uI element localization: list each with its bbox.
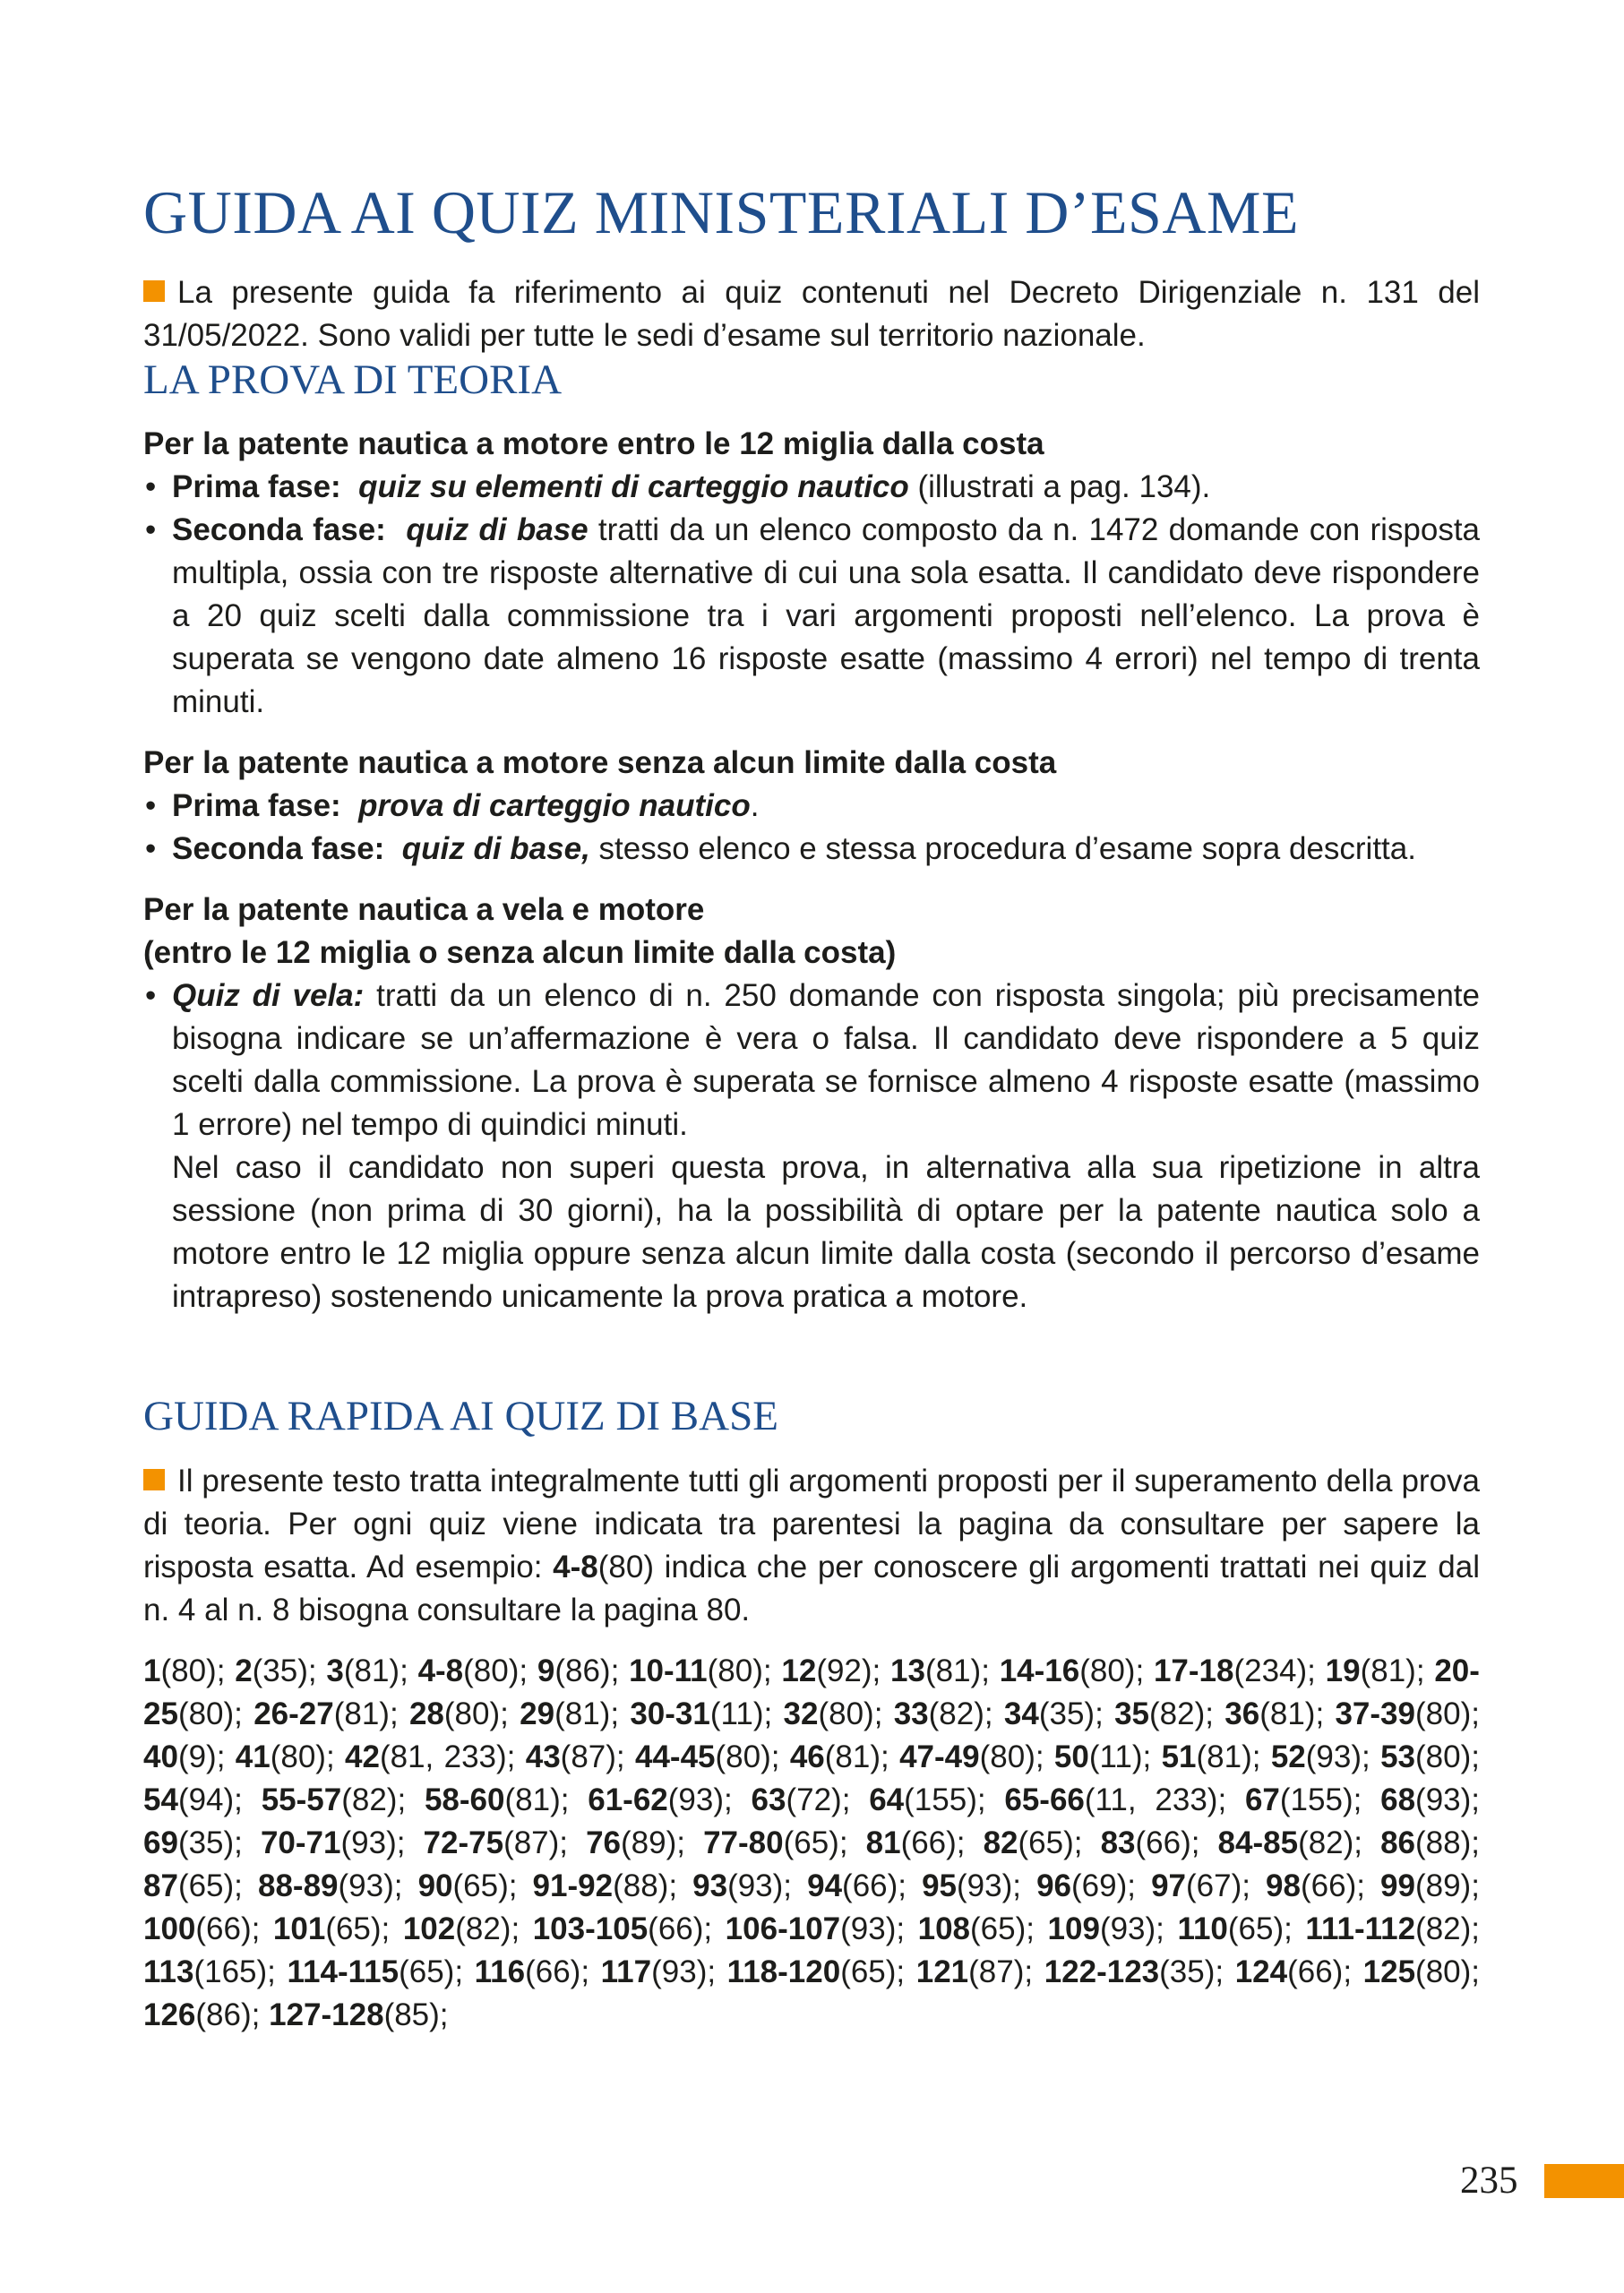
- quiz-entry: 13(81);: [890, 1653, 990, 1689]
- quiz-entry: 42(81, 233);: [345, 1739, 516, 1775]
- quiz-entry: 3(81);: [326, 1653, 408, 1689]
- quiz-entry: 114-115(65);: [287, 1954, 464, 1990]
- quiz-entry: 14-16(80);: [999, 1653, 1145, 1689]
- quiz-entry: 52(93);: [1270, 1739, 1371, 1775]
- quiz-entry: 17-18(234);: [1153, 1653, 1316, 1689]
- quiz-entry: 44-45(80);: [634, 1739, 780, 1775]
- quiz-entry: 41(80);: [235, 1739, 335, 1775]
- quiz-entry: 4-8(80);: [417, 1653, 528, 1689]
- quiz-entry: 97(67);: [1151, 1868, 1250, 1904]
- quiz-entry: 82(65);: [983, 1825, 1083, 1861]
- section-heading-rapida: GUIDA RAPIDA AI QUIZ DI BASE: [143, 1393, 778, 1440]
- list-item: • Seconda fase: quiz di base, stesso elenco e stessa procedura d’esame sopra descritta.: [143, 828, 1480, 871]
- quiz-entry: 84-85(82);: [1217, 1825, 1363, 1861]
- quiz-entry: 77-80(65);: [703, 1825, 848, 1861]
- quiz-entry: 72-75(87);: [423, 1825, 569, 1861]
- quiz-entry: 54(94);: [143, 1782, 243, 1818]
- quiz-entry: 40(9);: [143, 1739, 226, 1775]
- quiz-entry: 34(35);: [1003, 1696, 1104, 1732]
- quiz-entry: 124(66);: [1234, 1954, 1353, 1990]
- quiz-page-index: [143, 1650, 1480, 2037]
- bullet-list: [143, 785, 1480, 871]
- quiz-entry: 29(81);: [520, 1696, 620, 1732]
- quiz-entry: 12(92);: [781, 1653, 881, 1689]
- quiz-entry: 126(86);: [143, 1997, 261, 2033]
- quiz-entry: 121(87);: [915, 1954, 1034, 1990]
- quiz-entry: 20-25(80);: [143, 1653, 1480, 1732]
- quiz-entry: 98(66);: [1266, 1868, 1365, 1904]
- bullet-list: [143, 466, 1480, 724]
- quiz-entry: 76(89);: [586, 1825, 685, 1861]
- block-motore-senza-limite: [143, 742, 1480, 871]
- quiz-entry: 47-49(80);: [899, 1739, 1044, 1775]
- quiz-entry: 50(11);: [1053, 1739, 1152, 1775]
- quiz-entry: 103-105(66);: [532, 1911, 713, 1947]
- quiz-entry: 9(86);: [537, 1653, 620, 1689]
- rapida-intro: Il presente testo tratta integralmente tutti gli argomenti proposti per il superamento della prova di teoria. Per ogni quiz viene indicata tra parentesi la pagina da consultare per sapere la risposta esatta. Ad esempio: 4-8(80) indica che per conoscere gli argomenti trattati nei quiz dal n. 4 al n. 8 bisogna consultare la pagina 80.: [143, 1464, 1480, 1628]
- quiz-entry: 26-27(81);: [253, 1696, 399, 1732]
- quiz-entry: 96(69);: [1036, 1868, 1136, 1904]
- quiz-entry: 58-60(81);: [424, 1782, 570, 1818]
- intro-paragraph: [143, 271, 1480, 357]
- page-title: GUIDA AI QUIZ MINISTERIALI D’ESAME: [143, 178, 1299, 246]
- quiz-entry: 81(66);: [865, 1825, 966, 1861]
- list-item: • Prima fase: quiz su elementi di carteggio nautico (illustrati a pag. 134).: [143, 466, 1480, 509]
- quiz-entry: 118-120(65);: [726, 1954, 906, 1990]
- note-paragraph: Nel caso il candidato non superi questa prova, in alternativa alla sua ripetizione in altra sessione (non prima di 30 giorni), ha la possibilità di optare per la patente nautica solo a motore entro le 12 miglia oppure senza alcun limite dalla costa (secondo il percorso d’esame intrapreso) sostenendo unicamente la prova pratica a motore.: [172, 1150, 1480, 1315]
- block-subtitle: (entro le 12 miglia o senza alcun limite dalla costa): [143, 935, 897, 971]
- quiz-entry: 51(81);: [1161, 1739, 1261, 1775]
- quiz-entry: 37-39(80);: [1335, 1696, 1480, 1732]
- quiz-entry: 64(155);: [869, 1782, 986, 1818]
- quiz-entry: 32(80);: [783, 1696, 883, 1732]
- block-vela-motore: [143, 889, 1480, 1318]
- page-content: [143, 179, 1480, 2037]
- quiz-entry: 88-89(93);: [257, 1868, 403, 1904]
- block-title: Per la patente nautica a motore entro le 12 miglia dalla costa: [143, 426, 1044, 462]
- quiz-entry: 90(65);: [417, 1868, 518, 1904]
- quiz-entry: 108(65);: [917, 1911, 1035, 1947]
- quiz-entry: 100(66);: [143, 1911, 261, 1947]
- quiz-entry: 102(82);: [402, 1911, 520, 1947]
- quiz-entry: 30-31(11);: [630, 1696, 773, 1732]
- quiz-entry: 94(66);: [807, 1868, 907, 1904]
- quiz-entry: 95(93);: [922, 1868, 1021, 1904]
- quiz-entry: 70-71(93);: [260, 1825, 406, 1861]
- block-title: Per la patente nautica a vela e motore: [143, 892, 705, 928]
- quiz-entry: 101(65);: [272, 1911, 391, 1947]
- quiz-entry: 122-123(35);: [1044, 1954, 1224, 1990]
- orange-square-icon: [143, 280, 165, 302]
- list-item: • Prima fase: prova di carteggio nautico.: [143, 785, 1480, 828]
- quiz-entry: 1(80);: [143, 1653, 226, 1689]
- quiz-entry: 19(81);: [1325, 1653, 1425, 1689]
- quiz-entry: 46(81);: [789, 1739, 889, 1775]
- quiz-entry: 63(72);: [751, 1782, 851, 1818]
- quiz-entry: 65-66(11, 233);: [1004, 1782, 1227, 1818]
- quiz-entry: 43(87);: [525, 1739, 625, 1775]
- quiz-entry: 113(165);: [143, 1954, 276, 1990]
- quiz-entry: 53(80);: [1380, 1739, 1480, 1775]
- page-tab-accent: [1544, 2164, 1624, 2198]
- quiz-entry: 87(65);: [143, 1868, 243, 1904]
- quiz-entry: 86(88);: [1380, 1825, 1480, 1861]
- bullet-list: [143, 975, 1480, 1146]
- list-item: • Quiz di vela: tratti da un elenco di n. 250 domande con risposta singola; più precisamente bisogna indicare se un’affermazione è vera o falsa. Il candidato deve rispondere a 5 quiz scelti dalla commissione. La prova è superata se fornisce almeno 4 risposte esatte (massimo 1 errore) nel tempo di quindici minuti.: [143, 975, 1480, 1146]
- quiz-entry: 35(82);: [1114, 1696, 1214, 1732]
- quiz-entry: 111-112(82);: [1305, 1911, 1481, 1947]
- quiz-entry: 125(80);: [1362, 1954, 1481, 1990]
- orange-square-icon: [143, 1469, 165, 1490]
- quiz-entry: 68(93);: [1380, 1782, 1481, 1818]
- quiz-entry: 10-11(80);: [629, 1653, 772, 1689]
- quiz-entry: 93(93);: [692, 1868, 793, 1904]
- quiz-entry: 110(65);: [1177, 1911, 1293, 1947]
- page-number: 235: [1460, 2160, 1518, 2202]
- quiz-entry: 33(82);: [893, 1696, 993, 1732]
- quiz-entry: 61-62(93);: [588, 1782, 733, 1818]
- quiz-entry: 109(93);: [1047, 1911, 1164, 1947]
- list-item: • Seconda fase: quiz di base tratti da un elenco composto da n. 1472 domande con risposta multipla, ossia con tre risposte alternative di cui una sola esatta. Il candidato deve rispondere a 20 quiz scelti dalla commissione tra i vari argomenti proposti nell’elenco. La prova è superata se vengono date almeno 16 risposte esatte (massimo 4 errori) nel tempo di trenta minuti.: [143, 509, 1480, 724]
- quiz-entry: 36(81);: [1224, 1696, 1325, 1732]
- quiz-entry: 106-107(93);: [725, 1911, 906, 1947]
- quiz-entry: 99(89);: [1380, 1868, 1480, 1904]
- quiz-entry: 55-57(82);: [261, 1782, 407, 1818]
- quiz-entry: 67(155);: [1244, 1782, 1362, 1818]
- quiz-entry: 2(35);: [235, 1653, 317, 1689]
- block-title: Per la patente nautica a motore senza alcun limite dalla costa: [143, 745, 1057, 781]
- quiz-entry: 91-92(88);: [532, 1868, 678, 1904]
- quiz-entry: 127-128(85);: [269, 1997, 449, 2033]
- quiz-entries: [143, 1650, 1480, 2037]
- section-heading-teoria: LA PROVA DI TEORIA: [143, 356, 563, 403]
- quiz-entry: 116(66);: [474, 1954, 590, 1990]
- quiz-entry: 69(35);: [143, 1825, 243, 1861]
- intro-text: La presente guida fa riferimento ai quiz contenuti nel Decreto Dirigenziale n. 131 del 31/05/2022. Sono validi per tutte le sedi d’esame sul territorio nazionale.: [143, 274, 1480, 353]
- quiz-entry: 28(80);: [408, 1696, 509, 1732]
- block-motore-12: [143, 423, 1480, 724]
- quiz-entry: 117(93);: [600, 1954, 717, 1990]
- quiz-entry: 83(66);: [1100, 1825, 1200, 1861]
